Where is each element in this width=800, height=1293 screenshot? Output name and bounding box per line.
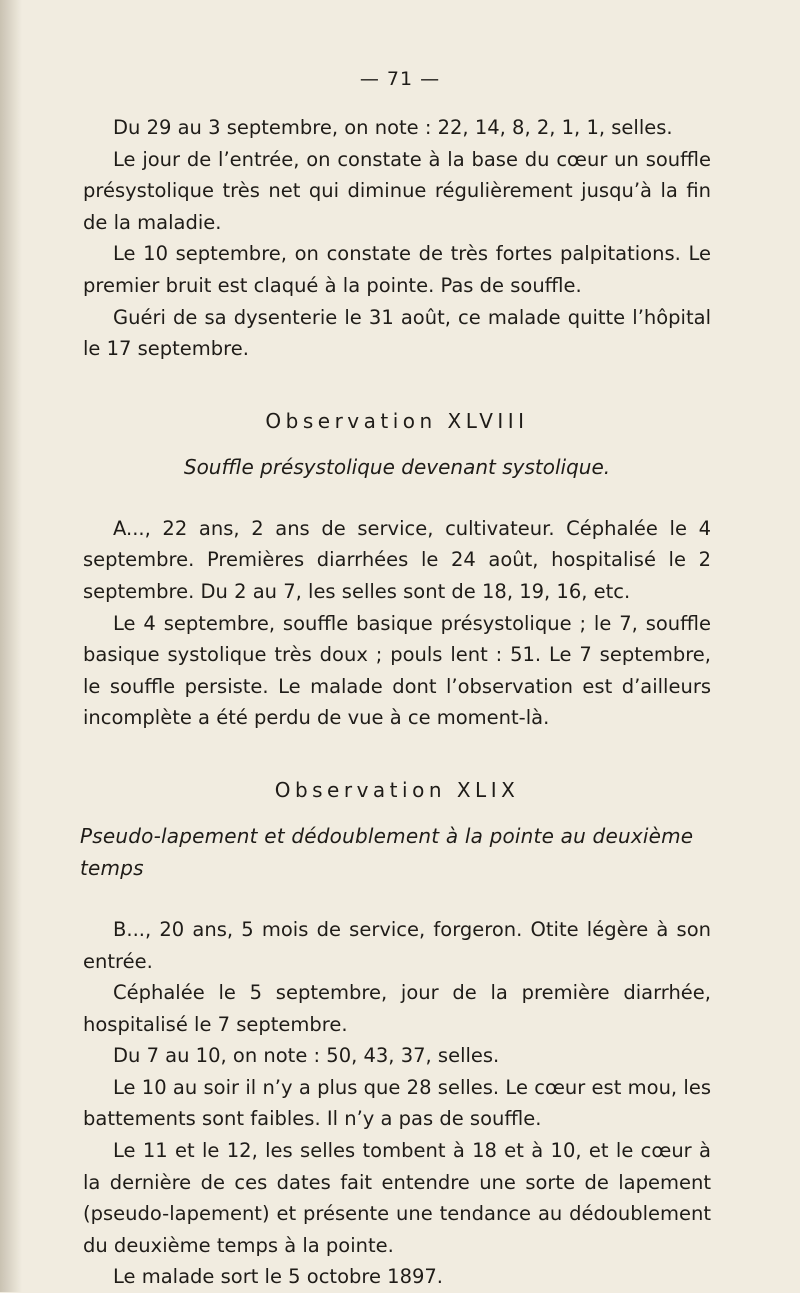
- paragraph: Le 11 et le 12, les selles tombent à 18 et à 10, et le cœur à la dernière de ces dates fait entendre une sorte de lapement (pseudo-lapement) et présente une tendance au dédoublement du deuxième temps à la pointe.: [83, 1139, 711, 1257]
- paragraph: Le jour de l’entrée, on constate à la base du cœur un souffle présystolique très net qui diminue régulièrement jusqu’à la fin de la maladie.: [83, 147, 711, 234]
- observation-subtitle-49: Pseudo-lapement et dédoublement à la pointe au deuxième temps: [80, 823, 694, 880]
- observation-heading-48: Observation XLVIII: [265, 408, 529, 433]
- paragraph: B..., 20 ans, 5 mois de service, forgeron. Otite légère à son entrée.: [83, 917, 711, 973]
- paragraph: Du 7 au 10, on note : 50, 43, 37, selles.: [113, 1044, 500, 1068]
- paragraph: Le malade sort le 5 octobre 1897.: [113, 1265, 443, 1289]
- page-body: [80, 112, 711, 1293]
- paragraph: A..., 22 ans, 2 ans de service, cultivateur. Céphalée le 4 septembre. Premières diarrhées le 24 août, hospitalisé le 2 septembre. Du 2 au 7, les selles sont de 18, 19, 16, etc.: [83, 516, 711, 603]
- observation-heading-49: Observation XLIX: [274, 777, 520, 802]
- observation-subtitle-48: Souffle présystolique devenant systolique.: [183, 454, 611, 479]
- paragraph: Le 10 septembre, on constate de très fortes palpitations. Le premier bruit est claqué à la pointe. Pas de souffle.: [83, 242, 711, 297]
- paragraph: Du 29 au 3 septembre, on note : 22, 14, 8, 2, 1, 1, selles.: [113, 116, 673, 139]
- binding-shadow: [0, 0, 22, 1292]
- paragraph: Guéri de sa dysenterie le 31 août, ce malade quitte l’hôpital le 17 septembre.: [83, 305, 711, 361]
- paragraph: Céphalée le 5 septembre, jour de la première diarrhée, hospitalisé le 7 septembre.: [83, 981, 711, 1036]
- paragraph: Le 4 septembre, souffle basique présystolique ; le 7, souffle basique systolique très doux ; pouls lent : 51. Le 7 septembre, le souffle persiste. Le malade dont l’observation est d’ailleurs incomplète a été perdu de vue à ce moment-là.: [83, 611, 711, 730]
- paragraph: Le 10 au soir il n’y a plus que 28 selles. Le cœur est mou, les battements sont faibles. Il n’y a pas de souffle.: [83, 1075, 711, 1131]
- page-number: — 71 —: [359, 68, 441, 90]
